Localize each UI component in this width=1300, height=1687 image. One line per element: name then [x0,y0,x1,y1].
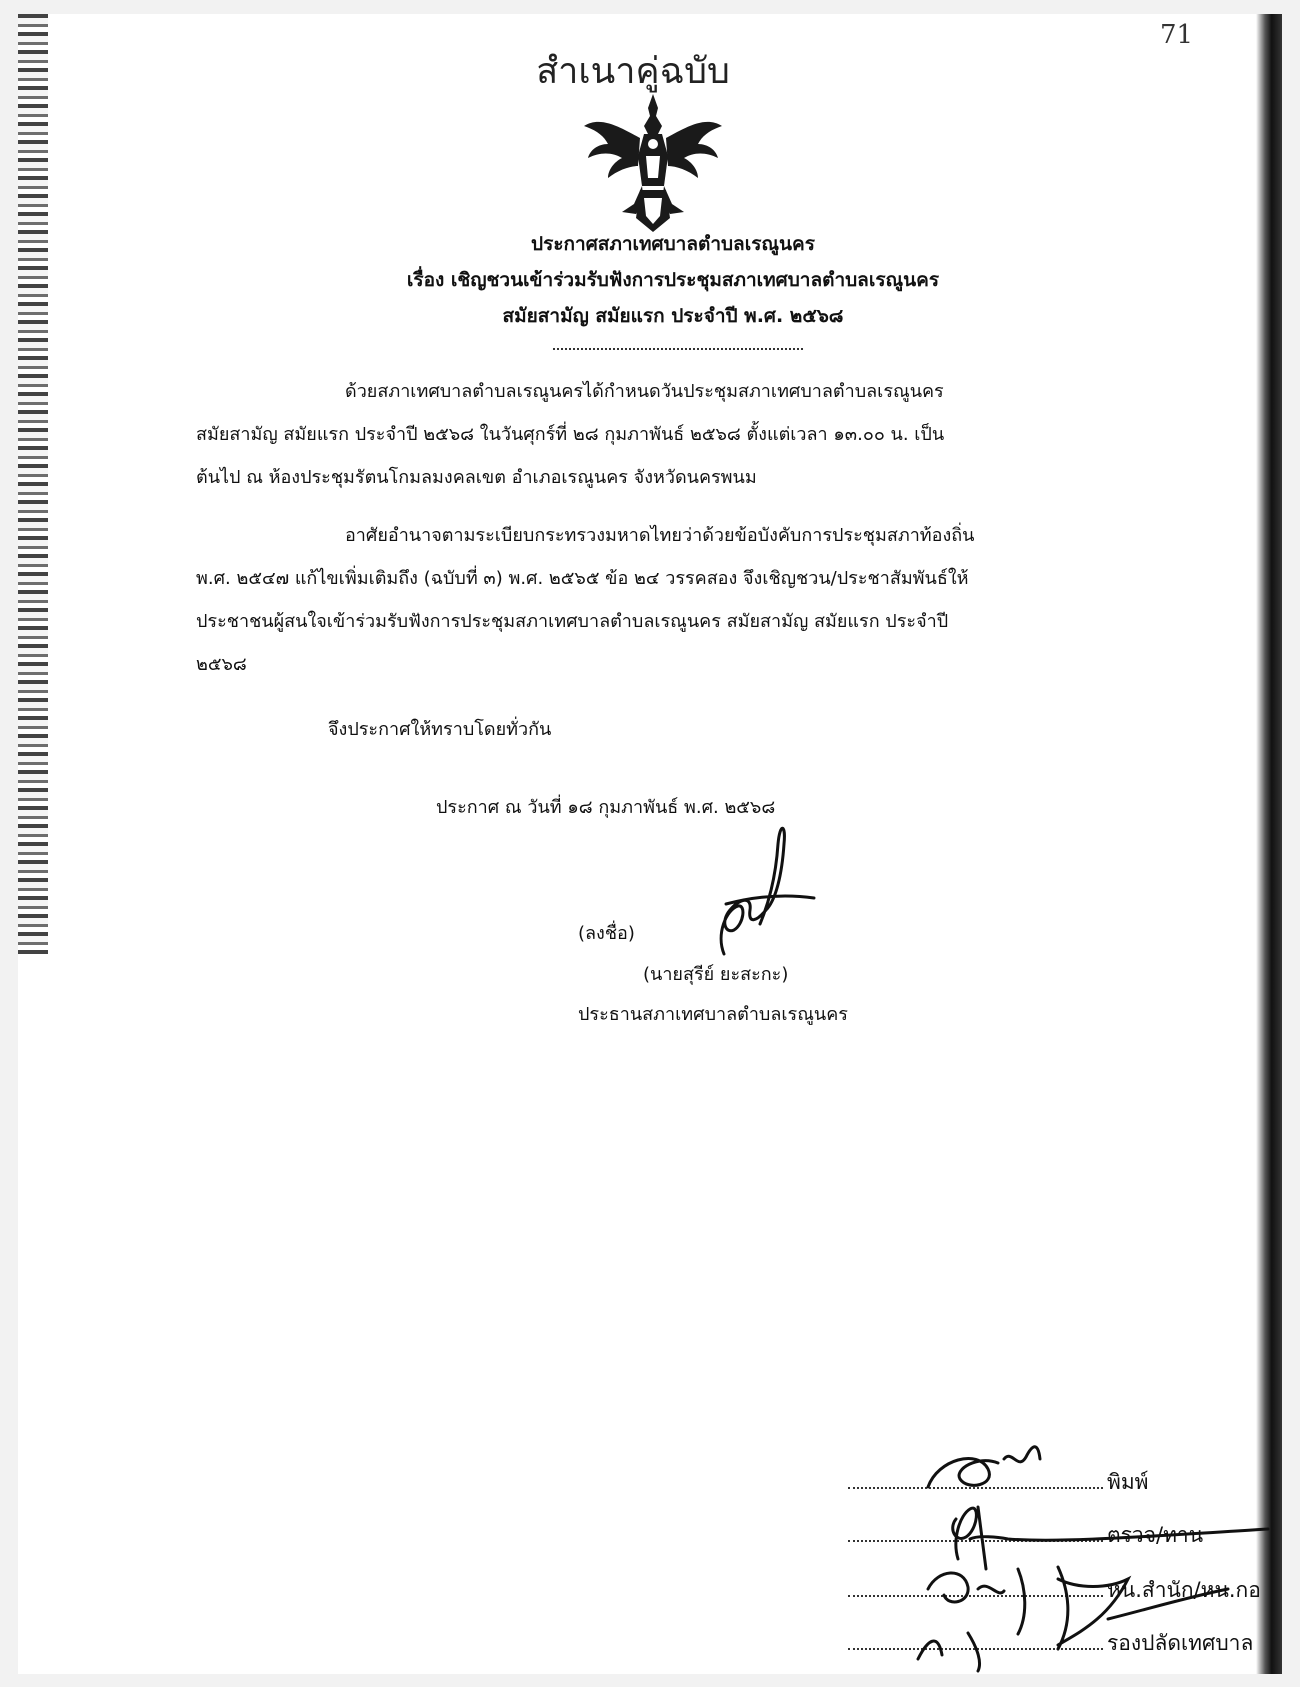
signer-name: (นายสุรีย์ ยะสะกะ) [643,964,789,985]
announcement-title: ประกาศสภาเทศบาลตำบลเรณูนคร [531,233,815,255]
dotted-divider [553,348,803,350]
page-number: 71 [1160,20,1194,50]
announcement-subject: เรื่อง เชิญชวนเข้าร่วมรับฟังการประชุมสภาเทศบาลตำบลเรณูนคร [406,269,940,291]
sign-label: (ลงชื่อ) [578,923,635,944]
president-signature [686,814,816,964]
paragraph-2-line-3: ประชาชนผู้สนใจเข้าร่วมรับฟังการประชุมสภาเทศบาลตำบลเรณูนคร สมัยสามัญ สมัยแรก ประจำปี [196,611,949,632]
scan-edge-left [18,14,48,954]
announcement-session: สมัยสามัญ สมัยแรก ประจำปี พ.ศ. ๒๕๖๘ [502,305,844,327]
garuda-emblem-icon [578,86,728,236]
footer-label-head: หน.สำนัก/หน.กอ [1107,1578,1261,1602]
signer-position: ประธานสภาเทศบาลตำบลเรณูนคร [578,1004,848,1025]
closing-statement: จึงประกาศให้ทราบโดยทั่วกัน [328,719,552,740]
paragraph-2-line-4: ๒๕๖๘ [196,654,247,675]
footer-label-deputy: รองปลัดเทศบาล [1107,1631,1254,1655]
paragraph-2-line-1: อาศัยอำนาจตามระเบียบกระทรวงมหาดไทยว่าด้วยข้อบังคับการประชุมสภาท้องถิ่น [345,525,975,546]
copy-stamp: สำเนาคู่ฉบับ [536,51,730,92]
paragraph-1-line-1: ด้วยสภาเทศบาลตำบลเรณูนครได้กำหนดวันประชุมสภาเทศบาลตำบลเรณูนคร [345,381,944,402]
footer-label-checked: ตรวจ/ทาน [1107,1523,1204,1547]
paragraph-2-line-2: พ.ศ. ๒๕๔๗ แก้ไขเพิ่มเติมถึง (ฉบับที่ ๓) พ.ศ. ๒๕๖๕ ข้อ ๒๔ วรรคสอง จึงเชิญชวน/ประชาสัมพันธ์ให้ [196,568,969,589]
paragraph-1-line-3: ต้นไป ณ ห้องประชุมรัตนโกมลมงคลเขต อำเภอเรณูนคร จังหวัดนครพนม [196,467,757,488]
document-page [18,14,1282,1674]
announce-date: ประกาศ ณ วันที่ ๑๘ กุมภาพันธ์ พ.ศ. ๒๕๖๘ [436,797,776,818]
paragraph-1-line-2: สมัยสามัญ สมัยแรก ประจำปี ๒๕๖๘ ในวันศุกร์ที่ ๒๘ กุมภาพันธ์ ๒๕๖๘ ตั้งแต่เวลา ๑๓.๐๐ น. เป็น [196,424,945,445]
footer-initials [908,1419,1278,1674]
footer-label-typed: พิมพ์ [1107,1470,1149,1494]
